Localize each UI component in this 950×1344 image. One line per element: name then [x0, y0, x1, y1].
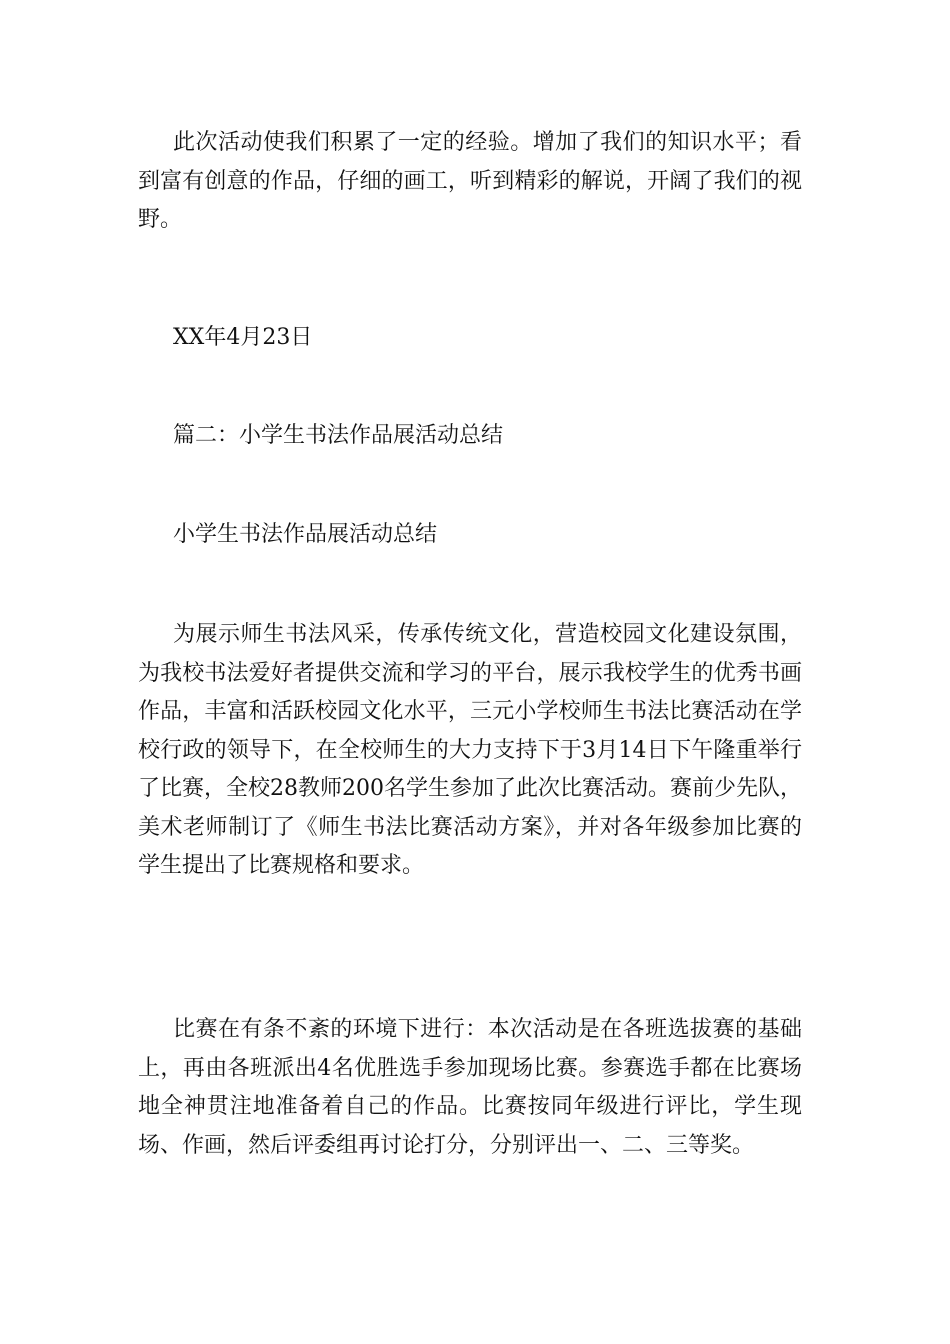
- paragraph-process: 比赛在有条不紊的环境下进行：本次活动是在各班选拔赛的基础上，再由各班派出4名优胜选手参加现场比赛。参赛选手都在比赛场地全神贯注地准备着自己的作品。比赛按同年级进行评比，学生现场、作画，然后评委组再讨论打分，分别评出一、二、三等奖。: [138, 1017, 802, 1158]
- document-title: 小学生书法作品展活动总结: [173, 522, 438, 547]
- section-heading: 篇二：小学生书法作品展活动总结: [173, 423, 504, 448]
- paragraph-experience: 此次活动使我们积累了一定的经验。增加了我们的知识水平；看到富有创意的作品，仔细的画工，听到精彩的解说，开阔了我们的视野。: [138, 130, 802, 232]
- paragraph-purpose: 为展示师生书法风采，传承传统文化，营造校园文化建设氛围，为我校书法爱好者提供交流和学习的平台，展示我校学生的优秀书画作品，丰富和活跃校园文化水平，三元小学校师生书法比赛活动在学校行政的领导下，在全校师生的大力支持下于3月14日下午隆重举行了比赛，全校28教师200名学生参加了此次比赛活动。赛前少先队，美术老师制订了《师生书法比赛活动方案》，并对各年级参加比赛的学生提出了比赛规格和要求。: [138, 622, 802, 878]
- date-line: XX年4月23日: [173, 325, 313, 350]
